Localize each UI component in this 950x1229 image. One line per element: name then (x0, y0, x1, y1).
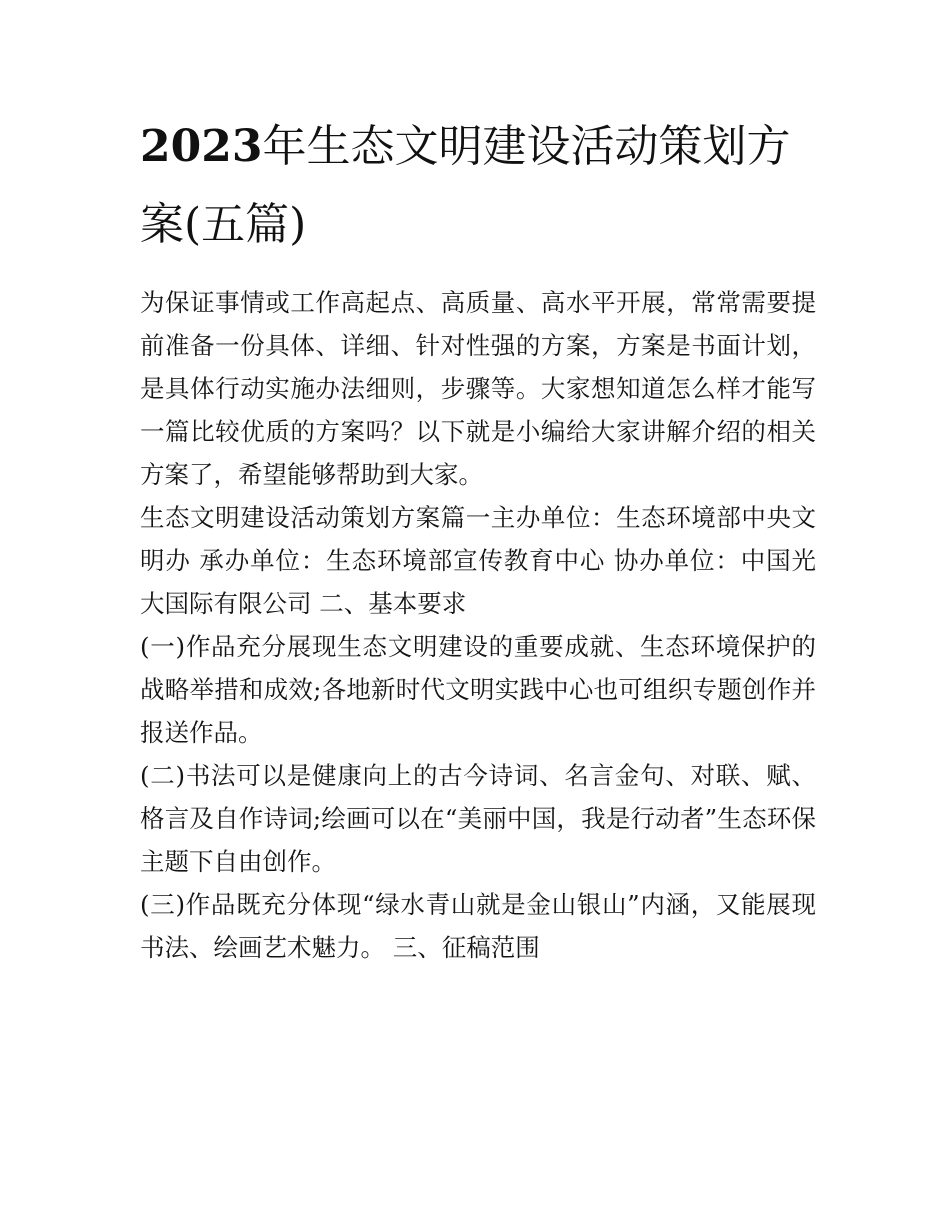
document-body (140, 281, 816, 969)
requirement-2-paragraph: (二)书法可以是健康向上的古今诗词、名言金句、对联、赋、格言及自作诗词;绘画可以在“美丽中国，我是行动者”生态环保主题下自由创作。 (140, 761, 816, 876)
organizer-paragraph: 生态文明建设活动策划方案篇一主办单位：生态环境部中央文明办 承办单位：生态环境部宣传教育中心 协办单位：中国光大国际有限公司 二、基本要求 (140, 503, 816, 618)
requirement-3-paragraph: (三)作品既充分体现“绿水青山就是金山银山”内涵，又能展现书法、绘画艺术魅力。 三、征稿范围 (140, 890, 816, 962)
title-year: 2023 (140, 121, 263, 172)
requirement-1-paragraph: (一)作品充分展现生态文明建设的重要成就、生态环境保护的战略举措和成效;各地新时代文明实践中心也可组织专题创作并报送作品。 (140, 632, 816, 747)
intro-paragraph: 为保证事情或工作高起点、高质量、高水平开展，常常需要提前准备一份具体、详细、针对性强的方案，方案是书面计划，是具体行动实施办法细则，步骤等。大家想知道怎么样才能写一篇比较优质的方案吗？以下就是小编给大家讲解介绍的相关方案了，希望能够帮助到大家。 (140, 288, 816, 489)
title-text: 年生态文明建设活动策划方案(五篇) (140, 121, 791, 250)
document-title (140, 108, 820, 264)
